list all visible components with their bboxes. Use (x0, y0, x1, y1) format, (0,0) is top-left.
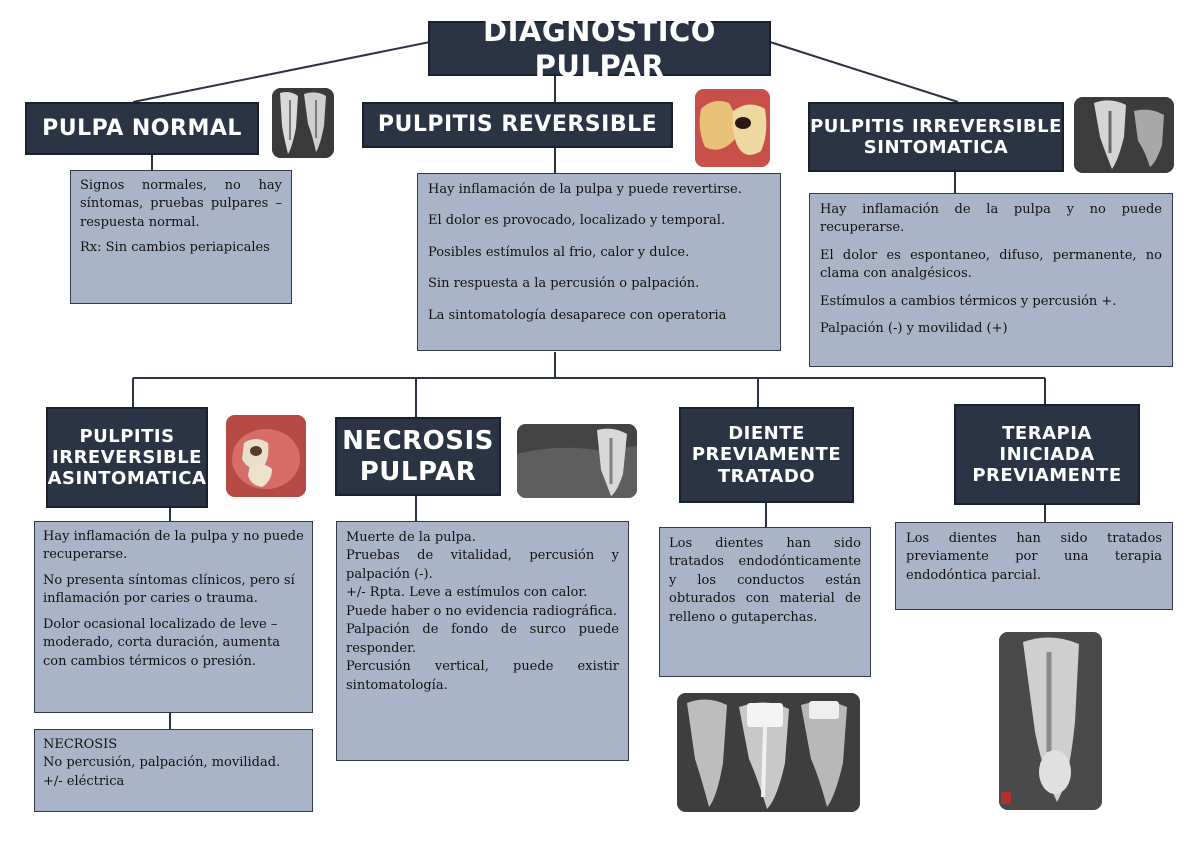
necrosis-pulpar-line-4: Puede haber o no evidencia radiográfica. (346, 603, 618, 619)
pulpitis-asintomatica-title-line-3: ASINTOMATICA (47, 468, 207, 490)
pulpitis-reversible-line-5: La sintomatología desaparece con operatoria (428, 307, 727, 323)
pulpitis-reversible-tooth-photo (695, 89, 770, 167)
terapia-iniciada-title-line-2: INICIADA (999, 443, 1095, 465)
pulpitis-sintomatica-title-line-1: PULPITIS IRREVERSIBLE (810, 115, 1062, 137)
root-title: DIAGNOSTICO PULPAR (483, 14, 716, 83)
diente-tratado-title-line-3: TRATADO (717, 465, 816, 487)
diente-tratado-xray-image (677, 693, 860, 812)
diente-tratado-title-line-2: PREVIAMENTE (691, 444, 842, 466)
pulpitis-sintomatica-info-box (809, 193, 1173, 367)
pulpitis-sintomatica-line-3: Estímulos a cambios térmicos y percusión +. (820, 293, 1117, 309)
terapia-iniciada-title-line-3: PREVIAMENTE (972, 465, 1122, 487)
diente-tratado-info-box (659, 527, 871, 677)
pulpitis-asintomatica-line-2: No presenta síntomas clínicos, pero sí inflamación por caries o trauma. (43, 572, 295, 607)
pulpitis-asintomatica-info-box (34, 521, 313, 713)
necrosis-pulpar-line-1: Muerte de la pulpa. (346, 530, 476, 545)
pulpa-normal-line-1: Signos normales, no hay síntomas, pruebas pulpares – respuesta normal. (80, 178, 282, 230)
pulpitis-asintomatica-title-line-1: PULPITIS (79, 425, 175, 447)
pulpitis-reversible-title: PULPITIS REVERSIBLE (377, 112, 658, 138)
necrosis-pulpar-line-5: Palpación de fondo de surco puede responder. (346, 622, 619, 656)
pulpitis-asintomatica-sub-line-2: No percusión, palpación, movilidad. (43, 755, 281, 771)
pulpa-normal-title: PULPA NORMAL (42, 115, 242, 141)
pulpa-normal-xray-image (272, 88, 334, 158)
pulpitis-sintomatica-line-2: El dolor es espontaneo, difuso, permanente, no clama con analgésicos. (820, 247, 1162, 282)
pulpitis-asintomatica-sub-line-3: +/- eléctrica (43, 773, 125, 789)
pulpitis-asintomatica-title-line-2: IRREVERSIBLE (52, 446, 202, 468)
necrosis-pulpar-title-line-1: NECROSIS (342, 425, 494, 456)
pulpitis-reversible-line-2: El dolor es provocado, localizado y temporal. (428, 213, 726, 229)
pulpitis-sintomatica-title-line-2: SINTOMATICA (863, 137, 1009, 158)
necrosis-pulpar-title-line-2: PULPAR (359, 456, 477, 487)
pulpitis-asintomatica-necrosis-box (34, 729, 313, 812)
pulpitis-reversible-line-3: Posibles estímulos al frio, calor y dulce. (428, 244, 690, 260)
pulpa-normal-info-box (70, 170, 292, 304)
necrosis-pulpar-xray-image (517, 424, 637, 498)
pulpitis-sintomatica-line-1: Hay inflamación de la pulpa y no puede recuperarse. (820, 202, 1162, 236)
pulpitis-asintomatica-sub-line-1: NECROSIS (43, 737, 118, 752)
pulpitis-reversible-line-4: Sin respuesta a la percusión o palpación. (428, 276, 700, 292)
necrosis-pulpar-line-2: Pruebas de vitalidad, percusión y palpación (-). (346, 548, 619, 582)
terapia-iniciada-line-1: Los dientes han sido tratados previamente por una terapia endodóntica parcial. (906, 531, 1162, 583)
connector-root-sintomatica (770, 42, 958, 102)
diente-tratado-line-1: Los dientes han sido tratados endodónticamente y los conductos están obturados con material de relleno o gutaperchas. (669, 536, 861, 625)
pulpitis-sintomatica-xray-image (1074, 97, 1174, 173)
terapia-iniciada-title-box (954, 404, 1140, 505)
pulpitis-asintomatica-title-box (46, 407, 208, 508)
pulpitis-asintomatica-line-1: Hay inflamación de la pulpa y no puede recuperarse. (43, 529, 304, 563)
terapia-iniciada-title-line-1: TERAPIA (1002, 422, 1092, 444)
necrosis-pulpar-info-box (336, 521, 629, 761)
terapia-iniciada-info-box (895, 522, 1173, 610)
pulpitis-sintomatica-title-box (808, 102, 1064, 172)
root-title-box (428, 14, 771, 83)
pulpitis-sintomatica-line-4: Palpación (-) y movilidad (+) (820, 321, 1008, 337)
pulpitis-asintomatica-line-3: Dolor ocasional localizado de leve – moderado, corta duración, aumenta con cambios térmicos o presión. (43, 616, 281, 669)
pulpitis-reversible-title-box (362, 102, 673, 148)
diente-tratado-title-box (679, 407, 854, 503)
necrosis-pulpar-line-6: Percusión vertical, puede existir sintomatología. (346, 659, 619, 693)
terapia-iniciada-xray-image (999, 632, 1102, 810)
pulpitis-reversible-line-1: Hay inflamación de la pulpa y puede revertirse. (428, 182, 742, 197)
pulpitis-reversible-info-box (417, 173, 781, 351)
pulpa-normal-line-2: Rx: Sin cambios periapicales (80, 240, 270, 256)
pulpitis-asintomatica-mouth-photo (226, 415, 306, 497)
necrosis-pulpar-line-3: +/- Rpta. Leve a estímulos con calor. (346, 585, 588, 601)
necrosis-pulpar-title-box (335, 417, 501, 496)
diente-tratado-title-line-1: DIENTE (728, 423, 805, 445)
pulpa-normal-title-box (25, 102, 259, 155)
